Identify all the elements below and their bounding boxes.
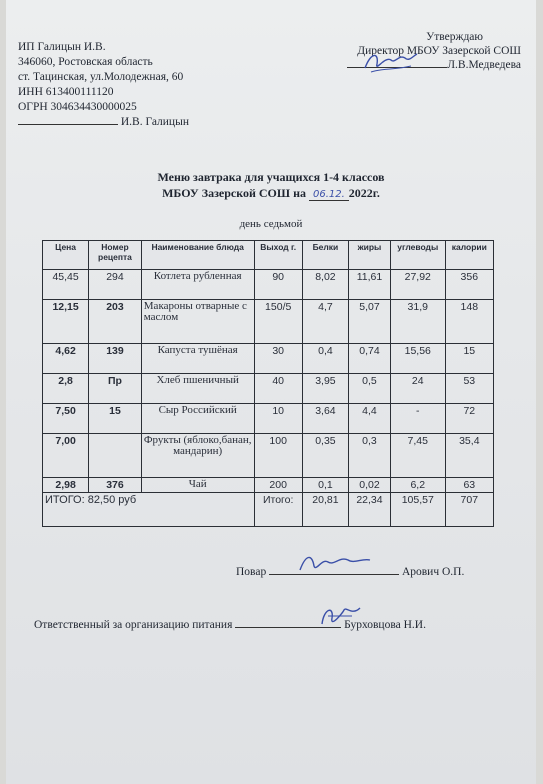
cell-yield: 30 [254,344,302,374]
total-protein: 20,81 [302,493,348,527]
cook-name: Арович О.П. [401,566,465,578]
director-signature-icon [361,46,421,76]
cell-price: 7,00 [43,434,89,478]
cell-kcal: 63 [445,478,493,493]
table-total-row [43,493,494,527]
cell-protein: 0,35 [302,434,348,478]
menu-title-line1: Меню завтрака для учащихся 1-4 классов [157,170,385,184]
approval-signer: Л.В.Медведева [447,59,521,71]
cell-kcal: 15 [445,344,493,374]
col-protein: Белки [302,241,348,270]
company-inn: ИНН 613400111120 [18,86,114,98]
cell-yield: 90 [254,270,302,300]
cell-fat: 4,4 [349,404,391,434]
menu-title-school: МБОУ Зазерской СОШ на [162,186,306,200]
col-yield: Выход г. [254,241,302,270]
total-label: Итого: [254,493,302,527]
cell-protein: 3,64 [302,404,348,434]
responsible-label: Ответственный за организацию питания [34,619,233,631]
col-recipe: Номер рецепта [89,241,142,270]
cell-recipe [89,434,142,478]
total-kcal: 707 [445,493,493,527]
cell-price: 45,45 [43,270,89,300]
menu-title-year: 2022г. [348,186,380,200]
menu-title-line2 [6,186,536,202]
table-row [43,478,494,493]
cell-carbs: 27,92 [390,270,445,300]
cell-recipe: 15 [89,404,142,434]
table-row [43,434,494,478]
table-row [43,404,494,434]
company-signer: И.В. Галицын [120,116,189,128]
cell-yield: 150/5 [254,300,302,344]
cell-kcal: 148 [445,300,493,344]
company-ogrn: ОГРН 304634430000025 [18,101,137,113]
cell-price: 7,50 [43,404,89,434]
cell-yield: 10 [254,404,302,434]
cell-yield: 40 [254,374,302,404]
total-price: ИТОГО: 82,50 руб [43,493,255,527]
cell-fat: 0,5 [349,374,391,404]
responsible-signature-line [34,619,426,631]
cell-name: Чай [141,478,254,493]
company-signature-line [18,115,189,130]
cell-protein: 4,7 [302,300,348,344]
cell-kcal: 53 [445,374,493,404]
cell-fat: 0,74 [349,344,391,374]
cook-signature-icon [296,550,376,576]
cell-name: Котлета рубленная [141,270,254,300]
col-name: Наименование блюда [141,241,254,270]
cell-fat: 5,07 [349,300,391,344]
total-fat: 22,34 [349,493,391,527]
cell-recipe: 139 [89,344,142,374]
cell-name: Сыр Российский [141,404,254,434]
cell-name: Капуста тушёная [141,344,254,374]
cell-protein: 0,1 [302,478,348,493]
cell-name: Хлеб пшеничный [141,374,254,404]
cell-recipe: 294 [89,270,142,300]
cell-fat: 11,61 [349,270,391,300]
cell-carbs: 15,56 [390,344,445,374]
cell-carbs: 6,2 [390,478,445,493]
company-details [18,40,189,130]
cell-carbs: - [390,404,445,434]
cell-recipe: 376 [89,478,142,493]
approval-title: Утверждаю [426,31,483,43]
col-carbs: углеводы [390,241,445,270]
cell-kcal: 35,4 [445,434,493,478]
cell-recipe: Пр [89,374,142,404]
menu-date-handwritten: 06.12. [309,189,349,201]
cell-recipe: 203 [89,300,142,344]
cell-price: 2,8 [43,374,89,404]
responsible-name: Бурховцова Н.И. [344,619,426,631]
cell-kcal: 356 [445,270,493,300]
company-address-2: ст. Тацинская, ул.Молодежная, 60 [18,71,184,83]
cell-carbs: 7,45 [390,434,445,478]
approval-position: Директор МБОУ Зазерской СОШ [357,45,521,57]
cell-price: 2,98 [43,478,89,493]
cell-name: Макароны отварные с маслом [141,300,254,344]
total-carbs: 105,57 [390,493,445,527]
col-fat: жиры [349,241,391,270]
cell-protein: 0,4 [302,344,348,374]
table-row [43,344,494,374]
responsible-signature-icon [316,602,366,632]
menu-day: день седьмой [239,218,303,230]
company-name: ИП Галицын И.В. [18,41,106,53]
cell-price: 4,62 [43,344,89,374]
cell-carbs: 24 [390,374,445,404]
col-price: Цена [43,241,89,270]
cell-kcal: 72 [445,404,493,434]
cell-carbs: 31,9 [390,300,445,344]
table-row [43,300,494,344]
cell-yield: 200 [254,478,302,493]
company-address-1: 346060, Ростовская область [18,56,153,68]
cell-protein: 8,02 [302,270,348,300]
table-header-row [43,241,494,270]
cell-fat: 0,02 [349,478,391,493]
document-sheet [6,0,536,784]
cell-protein: 3,95 [302,374,348,404]
cook-label: Повар [236,566,267,578]
cell-name: Фрукты (яблоко,банан, мандарин) [141,434,254,478]
menu-table [42,240,494,527]
cell-fat: 0,3 [349,434,391,478]
table-row [43,270,494,300]
cell-price: 12,15 [43,300,89,344]
col-kcal: калории [445,241,493,270]
table-row [43,374,494,404]
cell-yield: 100 [254,434,302,478]
